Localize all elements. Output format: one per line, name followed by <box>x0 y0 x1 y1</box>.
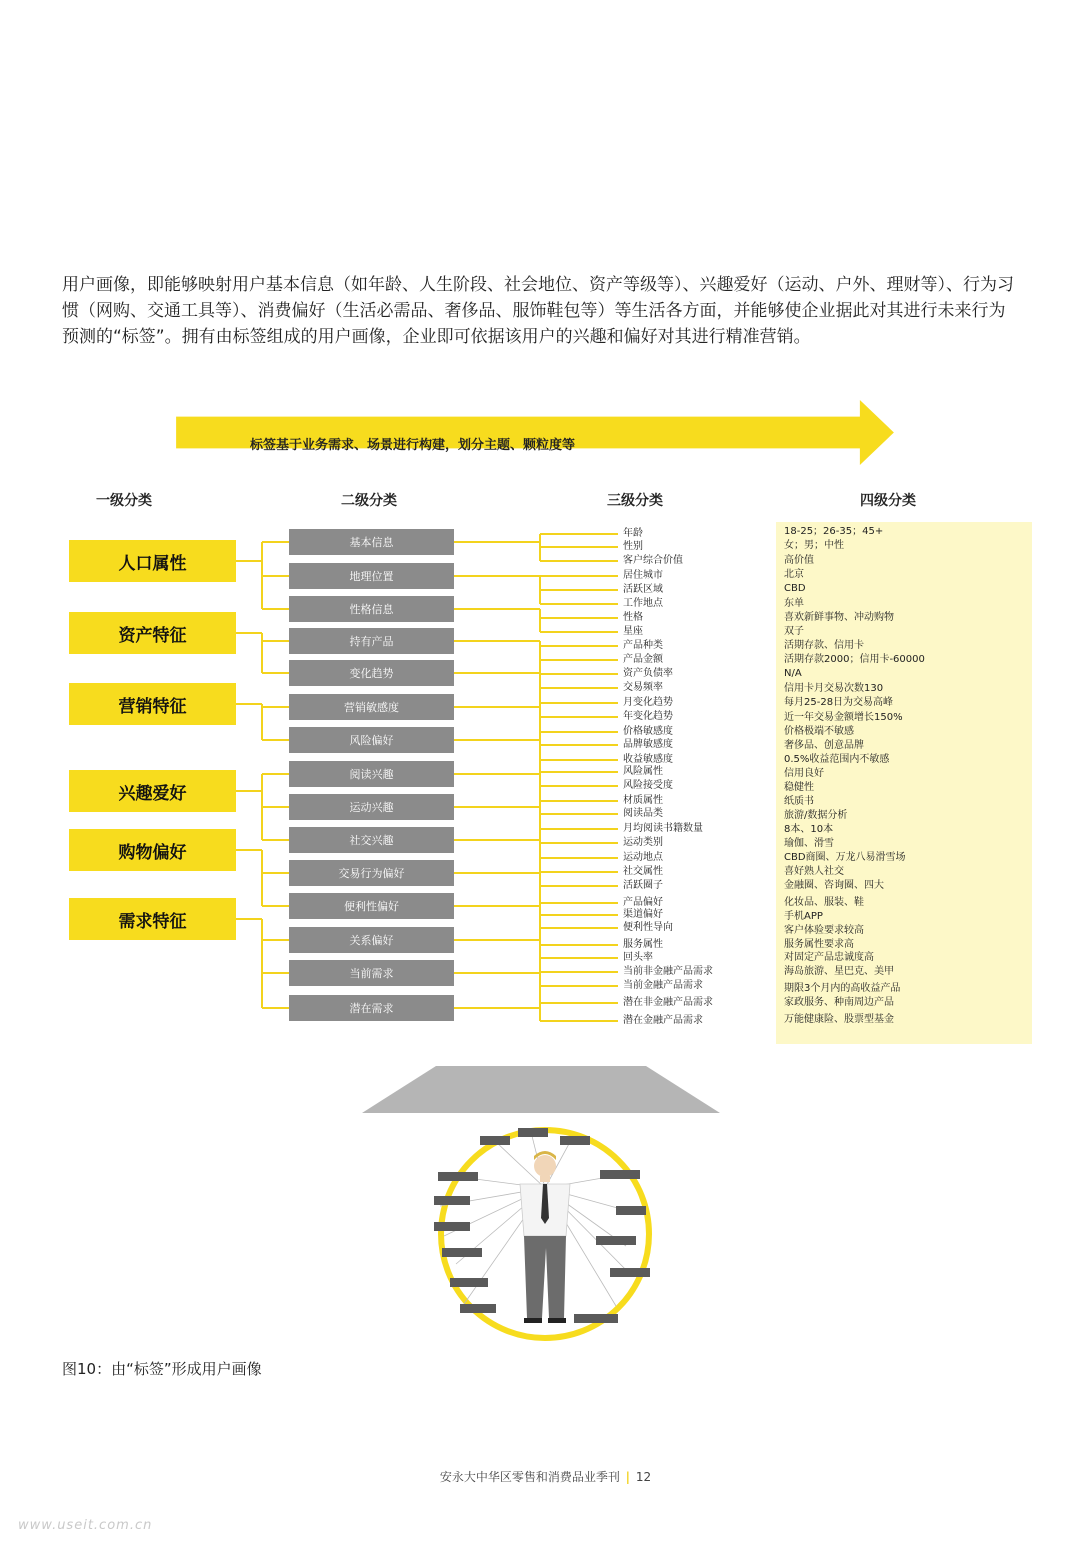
level4-value: 化妆品、服装、鞋 <box>784 897 864 908</box>
level3-category: 风险属性 <box>623 766 663 777</box>
level3-category: 年龄 <box>623 528 643 539</box>
level3-category: 交易频率 <box>623 682 663 693</box>
level3-category: 当前金融产品需求 <box>623 980 703 991</box>
level3-category: 性别 <box>623 541 643 552</box>
level3-category: 材质属性 <box>623 795 663 806</box>
level2-category: 风险偏好 <box>289 727 454 753</box>
level4-value: 每月25-28日为交易高峰 <box>784 697 894 708</box>
header-level4: 四级分类 <box>860 493 916 509</box>
level4-value: 东单 <box>784 598 804 609</box>
level4-value: 稳健性 <box>784 782 814 793</box>
level3-category: 风险接受度 <box>623 780 673 791</box>
level3-category: 品牌敏感度 <box>623 739 673 750</box>
level2-category: 地理位置 <box>289 563 454 589</box>
level3-category: 活跃圈子 <box>623 880 663 891</box>
level3-category: 年变化趋势 <box>623 711 673 722</box>
page-footer <box>0 1468 1091 1485</box>
level4-value: 瑜伽、滑雪 <box>784 838 834 849</box>
level2-category: 当前需求 <box>289 960 454 986</box>
level3-category: 星座 <box>623 626 643 637</box>
watermark: www.useit.com.cn <box>18 1518 153 1533</box>
level1-category: 营销特征 <box>69 683 236 725</box>
level4-value: 金融圈、咨询圈、四大 <box>784 880 884 891</box>
level4-value: 海岛旅游、星巴克、美甲 <box>784 966 894 977</box>
arrow-banner-text: 标签基于业务需求、场景进行构建，划分主题、颗粒度等 <box>249 437 575 453</box>
level1-category: 人口属性 <box>69 540 236 582</box>
level3-category: 月变化趋势 <box>623 697 673 708</box>
header-level3: 三级分类 <box>607 493 663 509</box>
level4-value: 奢侈品、创意品牌 <box>784 740 864 751</box>
level3-category: 回头率 <box>623 952 653 963</box>
footer-publication: 安永大中华区零售和消费品业季刊 <box>439 1470 620 1484</box>
level2-category: 营销敏感度 <box>289 694 454 720</box>
level4-value: 手机APP <box>784 911 823 922</box>
level4-value: 客户体验要求较高 <box>784 925 864 936</box>
level3-category: 潜在金融产品需求 <box>623 1015 703 1026</box>
level3-category: 便利性导向 <box>623 922 673 933</box>
level4-value: 家政服务、种南周边产品 <box>784 997 894 1008</box>
level3-category: 收益敏感度 <box>623 754 673 765</box>
level3-category: 产品种类 <box>623 640 663 651</box>
level4-value: 活期存款2000；信用卡-60000 <box>784 654 925 665</box>
level3-category: 活跃区域 <box>623 584 663 595</box>
level4-value: 喜好熟人社交 <box>784 866 844 877</box>
level4-value: 纸质书 <box>784 796 814 807</box>
level3-category: 运动地点 <box>623 852 663 863</box>
level4-value: 旅游/数据分析 <box>784 810 848 821</box>
level4-value: 信用良好 <box>784 768 824 779</box>
level3-category: 阅读品类 <box>623 808 663 819</box>
level3-category: 社交属性 <box>623 866 663 877</box>
footer-divider: | <box>625 1470 631 1484</box>
level4-value: 喜欢新鲜事物、冲动购物 <box>784 612 894 623</box>
level4-value: N/A <box>784 668 802 679</box>
level4-value: 信用卡月交易次数130 <box>784 683 884 694</box>
level4-value: 高价值 <box>784 555 814 566</box>
level4-value: CBD商圈、万龙八易滑雪场 <box>784 852 906 863</box>
level4-value: 0.5%收益范围内不敏感 <box>784 754 890 765</box>
level3-category: 工作地点 <box>623 598 663 609</box>
level2-category: 变化趋势 <box>289 660 454 686</box>
level4-value: 8本、10本 <box>784 824 834 835</box>
level3-category: 性格 <box>623 612 643 623</box>
level2-category: 阅读兴趣 <box>289 761 454 787</box>
level3-category: 产品金额 <box>623 654 663 665</box>
level4-value: 18-25；26-35；45+ <box>784 526 884 537</box>
level3-category: 运动类别 <box>623 837 663 848</box>
level1-category: 资产特征 <box>69 612 236 654</box>
level2-category: 社交兴趣 <box>289 827 454 853</box>
level1-category: 需求特征 <box>69 898 236 940</box>
header-level1: 一级分类 <box>96 493 152 509</box>
level3-category: 月均阅读书籍数量 <box>623 823 703 834</box>
level4-value: 活期存款、信用卡 <box>784 640 864 651</box>
level2-category: 关系偏好 <box>289 927 454 953</box>
level2-category: 交易行为偏好 <box>289 860 454 886</box>
level3-category: 资产负债率 <box>623 668 673 679</box>
level4-value: 万能健康险、股票型基金 <box>784 1014 894 1025</box>
header-level2: 二级分类 <box>341 493 397 509</box>
level2-category: 运动兴趣 <box>289 794 454 820</box>
level2-category: 性格信息 <box>289 596 454 622</box>
level4-value: CBD <box>784 583 806 594</box>
level2-category: 便利性偏好 <box>289 893 454 919</box>
level2-category: 基本信息 <box>289 529 454 555</box>
level2-category: 持有产品 <box>289 628 454 654</box>
level4-value: 北京 <box>784 569 804 580</box>
level3-category: 产品偏好 <box>623 897 663 908</box>
level3-category: 潜在非金融产品需求 <box>623 997 713 1008</box>
level4-value: 双子 <box>784 626 804 637</box>
level3-category: 价格敏感度 <box>623 726 673 737</box>
user-portrait-illustration <box>420 1118 670 1350</box>
level4-value: 期限3个月内的高收益产品 <box>784 983 901 994</box>
footer-page-number: 12 <box>635 1470 652 1484</box>
level3-category: 居住城市 <box>623 570 663 581</box>
level4-value: 女；男；中性 <box>784 540 844 551</box>
level4-value: 近一年交易金额增长150% <box>784 712 903 723</box>
figure-caption: 图10：由“标签”形成用户画像 <box>62 1360 262 1378</box>
level4-value: 价格极端不敏感 <box>784 726 854 737</box>
level2-category: 潜在需求 <box>289 995 454 1021</box>
level4-value: 服务属性要求高 <box>784 939 854 950</box>
level1-category: 购物偏好 <box>69 829 236 871</box>
level3-category: 客户综合价值 <box>623 555 683 566</box>
level3-category: 服务属性 <box>623 939 663 950</box>
level3-category: 当前非金融产品需求 <box>623 966 713 977</box>
level3-category: 渠道偏好 <box>623 909 663 920</box>
intro-paragraph: 用户画像，即能够映射用户基本信息（如年龄、人生阶段、社会地位、资产等级等）、兴趣爱好（运动、户外、理财等）、行为习惯（网购、交通工具等）、消费偏好（生活必需品、奢侈品、服饰鞋包等）等生活各方面，并能够使企业据此对其进行未来行为预测的“标签”。拥有由标签组成的用户画像，企业即可依据该用户的兴趣和偏好对其进行精准营销。 <box>62 275 1014 347</box>
level1-category: 兴趣爱好 <box>69 770 236 812</box>
level4-value: 对固定产品忠诚度高 <box>784 952 874 963</box>
